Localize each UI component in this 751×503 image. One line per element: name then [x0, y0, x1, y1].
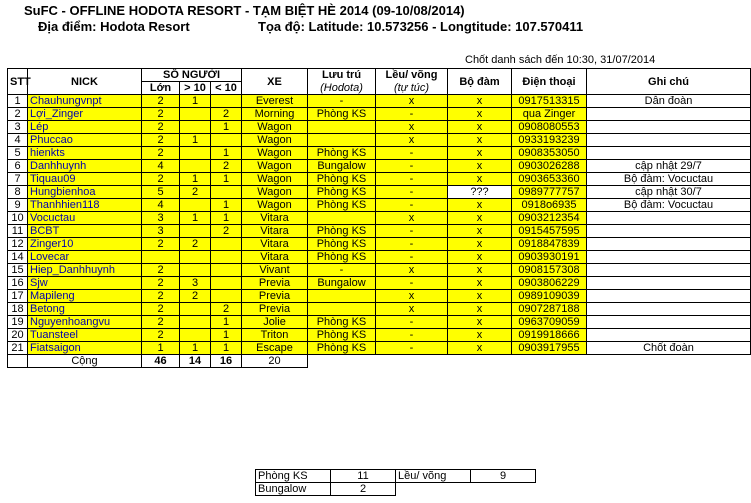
nick-cell: Betong — [28, 303, 142, 316]
stt-cell: 12 — [8, 238, 28, 251]
dien-thoai-cell: 0908080553 — [512, 121, 587, 134]
leu-vong-cell: - — [376, 225, 448, 238]
location-text: Địa điểm: Hodota Resort — [38, 19, 190, 34]
dien-thoai-cell: 0918o6935 — [512, 199, 587, 212]
gt10-cell — [180, 329, 211, 342]
table-row — [8, 199, 751, 212]
bo-dam-cell: x — [448, 316, 512, 329]
coordinates-text: Tọa độ: Latitude: 10.573256 - Longtitude: 107.570411 — [258, 19, 584, 34]
total-xe: 20 — [242, 355, 308, 368]
lon-cell: 2 — [142, 290, 180, 303]
ghi-chu-cell — [587, 277, 751, 290]
lt10-cell: 2 — [211, 225, 242, 238]
gt10-cell — [180, 251, 211, 264]
page-title: SuFC - OFFLINE HODOTA RESORT - TẠM BIỆT HÈ 2014 (09-10/08/2014) — [24, 3, 465, 18]
stt-cell: 16 — [8, 277, 28, 290]
bo-dam-cell: x — [448, 264, 512, 277]
table-row — [8, 342, 751, 355]
lon-cell: 2 — [142, 303, 180, 316]
table-row — [8, 95, 751, 108]
ghi-chu-cell — [587, 264, 751, 277]
lon-cell — [142, 251, 180, 264]
ghi-chu-cell — [587, 290, 751, 303]
gt10-cell: 2 — [180, 238, 211, 251]
xe-cell: Vivant — [242, 264, 308, 277]
gt10-cell — [180, 303, 211, 316]
bo-dam-cell: x — [448, 290, 512, 303]
ghi-chu-cell: Dẫn đoàn — [587, 95, 751, 108]
ghi-chu-cell — [587, 329, 751, 342]
xe-cell: Vitara — [242, 212, 308, 225]
nick-cell: Zinger10 — [28, 238, 142, 251]
nick-cell: Phuccao — [28, 134, 142, 147]
dien-thoai-cell: 0903806229 — [512, 277, 587, 290]
stt-cell: 10 — [8, 212, 28, 225]
leu-vong-cell: x — [376, 264, 448, 277]
gt10-cell: 3 — [180, 277, 211, 290]
xe-cell: Escape — [242, 342, 308, 355]
nick-cell: Sjw — [28, 277, 142, 290]
table-row — [8, 264, 751, 277]
lon-cell: 2 — [142, 264, 180, 277]
lon-cell: 2 — [142, 173, 180, 186]
ghi-chu-cell — [587, 108, 751, 121]
ghi-chu-cell — [587, 251, 751, 264]
leu-vong-cell: - — [376, 342, 448, 355]
nick-cell: hienkts — [28, 147, 142, 160]
leu-vong-cell: x — [376, 212, 448, 225]
gt10-cell — [180, 316, 211, 329]
xe-cell: Vitara — [242, 225, 308, 238]
luu-tru-cell: Phòng KS — [308, 108, 376, 121]
nick-cell: BCBT — [28, 225, 142, 238]
ghi-chu-cell: cập nhật 30/7 — [587, 186, 751, 199]
bo-dam-cell: x — [448, 173, 512, 186]
table-row — [8, 251, 751, 264]
gt10-cell — [180, 264, 211, 277]
lt10-cell — [211, 290, 242, 303]
leu-vong-cell: - — [376, 160, 448, 173]
lon-cell: 4 — [142, 160, 180, 173]
xe-cell: Triton — [242, 329, 308, 342]
stt-cell: 6 — [8, 160, 28, 173]
location-line — [38, 19, 584, 34]
xe-cell: Wagon — [242, 160, 308, 173]
ghi-chu-cell — [587, 225, 751, 238]
stt-cell: 4 — [8, 134, 28, 147]
ghi-chu-cell — [587, 316, 751, 329]
xe-cell: Wagon — [242, 121, 308, 134]
stt-cell: 21 — [8, 342, 28, 355]
stt-cell: 14 — [8, 251, 28, 264]
col-nick: NICK — [28, 69, 142, 95]
bo-dam-cell: x — [448, 108, 512, 121]
bo-dam-cell: x — [448, 251, 512, 264]
xe-cell: Morning — [242, 108, 308, 121]
table-row — [8, 290, 751, 303]
table-row — [8, 121, 751, 134]
stt-cell: 7 — [8, 173, 28, 186]
lon-cell: 2 — [142, 316, 180, 329]
lt10-cell — [211, 134, 242, 147]
summary-phong-ks-label: Phòng KS — [256, 470, 331, 483]
total-lon: 46 — [142, 355, 180, 368]
nick-cell: Fiatsaigon — [28, 342, 142, 355]
stt-cell: 18 — [8, 303, 28, 316]
stt-cell: 5 — [8, 147, 28, 160]
lt10-cell: 1 — [211, 199, 242, 212]
bo-dam-cell: ??? — [448, 186, 512, 199]
bo-dam-cell: x — [448, 212, 512, 225]
table-row — [8, 173, 751, 186]
lt10-cell: 2 — [211, 160, 242, 173]
total-label: Cộng — [28, 355, 142, 368]
leu-vong-cell: - — [376, 277, 448, 290]
dien-thoai-cell: 0903653360 — [512, 173, 587, 186]
nick-cell: Hiep_Danhhuynh — [28, 264, 142, 277]
leu-vong-cell: x — [376, 121, 448, 134]
lt10-cell: 2 — [211, 303, 242, 316]
luu-tru-cell: Phòng KS — [308, 342, 376, 355]
col-stt: STT — [8, 69, 28, 95]
lt10-cell — [211, 251, 242, 264]
leu-vong-cell: x — [376, 95, 448, 108]
table-row — [8, 108, 751, 121]
dien-thoai-cell: 0908353050 — [512, 147, 587, 160]
stt-cell: 8 — [8, 186, 28, 199]
nick-cell: Chauhungvnpt — [28, 95, 142, 108]
col-xe: XE — [242, 69, 308, 95]
lon-cell: 2 — [142, 95, 180, 108]
xe-cell: Wagon — [242, 173, 308, 186]
luu-tru-cell: Phòng KS — [308, 173, 376, 186]
dien-thoai-cell: 0917513315 — [512, 95, 587, 108]
ghi-chu-cell — [587, 303, 751, 316]
stt-cell: 11 — [8, 225, 28, 238]
luu-tru-cell: Phòng KS — [308, 186, 376, 199]
col-gt10: > 10 — [180, 82, 211, 95]
lon-cell: 2 — [142, 147, 180, 160]
ghi-chu-cell — [587, 212, 751, 225]
luu-tru-cell: - — [308, 95, 376, 108]
luu-tru-cell: Phòng KS — [308, 225, 376, 238]
nick-cell: Lovecar — [28, 251, 142, 264]
stt-cell: 20 — [8, 329, 28, 342]
table-row — [8, 160, 751, 173]
lt10-cell: 2 — [211, 108, 242, 121]
lt10-cell: 1 — [211, 212, 242, 225]
table-row — [8, 212, 751, 225]
lt10-cell — [211, 264, 242, 277]
luu-tru-cell: - — [308, 264, 376, 277]
lt10-cell: 1 — [211, 316, 242, 329]
xe-cell: Previa — [242, 277, 308, 290]
lt10-cell: 1 — [211, 329, 242, 342]
bo-dam-cell: x — [448, 277, 512, 290]
cutoff-note: Chốt danh sách đến 10:30, 31/07/2014 — [465, 54, 656, 66]
col-leu-vong-sub: (tự túc) — [376, 82, 448, 95]
lon-cell: 2 — [142, 277, 180, 290]
lon-cell: 5 — [142, 186, 180, 199]
luu-tru-cell: Phòng KS — [308, 238, 376, 251]
dien-thoai-cell: 0933193239 — [512, 134, 587, 147]
stt-cell: 2 — [8, 108, 28, 121]
col-ghi-chu: Ghi chú — [587, 69, 751, 95]
lt10-cell: 1 — [211, 147, 242, 160]
dien-thoai-cell: 0918847839 — [512, 238, 587, 251]
leu-vong-cell: - — [376, 108, 448, 121]
dien-thoai-cell: 0915457595 — [512, 225, 587, 238]
summary-phong-ks-value: 11 — [331, 470, 396, 483]
col-so-nguoi: SỐ NGƯỜI — [142, 69, 242, 82]
luu-tru-cell — [308, 290, 376, 303]
gt10-cell: 1 — [180, 134, 211, 147]
col-bo-dam: Bộ đàm — [448, 69, 512, 95]
bo-dam-cell: x — [448, 329, 512, 342]
col-luu-tru: Lưu trú — [308, 69, 376, 82]
bo-dam-cell: x — [448, 147, 512, 160]
table-row — [8, 186, 751, 199]
lt10-cell — [211, 238, 242, 251]
stt-cell: 3 — [8, 121, 28, 134]
luu-tru-cell: Phòng KS — [308, 329, 376, 342]
xe-cell: Wagon — [242, 134, 308, 147]
leu-vong-cell: - — [376, 238, 448, 251]
bo-dam-cell: x — [448, 95, 512, 108]
lt10-cell — [211, 277, 242, 290]
nick-cell: Hungbienhoa — [28, 186, 142, 199]
col-lt10: < 10 — [211, 82, 242, 95]
col-leu-vong: Lều/ võng — [376, 69, 448, 82]
summary-bungalow-value: 2 — [331, 483, 396, 496]
lon-cell: 1 — [142, 342, 180, 355]
nick-cell: Lép — [28, 121, 142, 134]
leu-vong-cell: - — [376, 147, 448, 160]
lon-cell: 3 — [142, 225, 180, 238]
dien-thoai-cell: 0919918666 — [512, 329, 587, 342]
stt-cell: 19 — [8, 316, 28, 329]
bo-dam-cell: x — [448, 160, 512, 173]
gt10-cell — [180, 160, 211, 173]
lon-cell: 3 — [142, 212, 180, 225]
stt-cell: 15 — [8, 264, 28, 277]
col-dien-thoai: Điện thoại — [512, 69, 587, 95]
xe-cell: Wagon — [242, 147, 308, 160]
luu-tru-cell — [308, 121, 376, 134]
lon-cell: 2 — [142, 134, 180, 147]
leu-vong-cell: x — [376, 290, 448, 303]
dien-thoai-cell: 0903026288 — [512, 160, 587, 173]
ghi-chu-cell: Bộ đàm: Vocuctau — [587, 173, 751, 186]
stt-cell: 1 — [8, 95, 28, 108]
total-lt10: 16 — [211, 355, 242, 368]
bo-dam-cell: x — [448, 303, 512, 316]
gt10-cell — [180, 199, 211, 212]
lt10-cell: 1 — [211, 342, 242, 355]
summary-leu-vong-label: Lều/ võng — [396, 470, 471, 483]
dien-thoai-cell: 0989777757 — [512, 186, 587, 199]
luu-tru-cell — [308, 212, 376, 225]
dien-thoai-cell: 0908157308 — [512, 264, 587, 277]
luu-tru-cell: Phòng KS — [308, 316, 376, 329]
table-row — [8, 277, 751, 290]
luu-tru-cell — [308, 303, 376, 316]
stt-cell: 17 — [8, 290, 28, 303]
ghi-chu-cell — [587, 147, 751, 160]
ghi-chu-cell — [587, 121, 751, 134]
bo-dam-cell: x — [448, 121, 512, 134]
table-row — [8, 238, 751, 251]
leu-vong-cell: - — [376, 186, 448, 199]
xe-cell: Jolie — [242, 316, 308, 329]
gt10-cell — [180, 108, 211, 121]
lon-cell: 2 — [142, 238, 180, 251]
bo-dam-cell: x — [448, 199, 512, 212]
gt10-cell: 2 — [180, 290, 211, 303]
table-row — [8, 147, 751, 160]
lon-cell: 2 — [142, 108, 180, 121]
gt10-cell: 1 — [180, 342, 211, 355]
lt10-cell: 1 — [211, 121, 242, 134]
dien-thoai-cell: 0903212354 — [512, 212, 587, 225]
lt10-cell — [211, 186, 242, 199]
table-row — [8, 316, 751, 329]
xe-cell: Previa — [242, 303, 308, 316]
nick-cell: Danhhuynh — [28, 160, 142, 173]
leu-vong-cell: - — [376, 329, 448, 342]
bo-dam-cell: x — [448, 238, 512, 251]
xe-cell: Wagon — [242, 186, 308, 199]
gt10-cell — [180, 225, 211, 238]
gt10-cell — [180, 147, 211, 160]
dien-thoai-cell: 0989109039 — [512, 290, 587, 303]
dien-thoai-cell: 0907287188 — [512, 303, 587, 316]
luu-tru-cell: Bungalow — [308, 277, 376, 290]
nick-cell: Vocuctau — [28, 212, 142, 225]
ghi-chu-cell: cập nhật 29/7 — [587, 160, 751, 173]
gt10-cell: 1 — [180, 95, 211, 108]
xe-cell: Vitara — [242, 238, 308, 251]
leu-vong-cell: - — [376, 316, 448, 329]
nick-cell: Mapileng — [28, 290, 142, 303]
stt-cell: 9 — [8, 199, 28, 212]
xe-cell: Everest — [242, 95, 308, 108]
table-row — [8, 134, 751, 147]
lt10-cell: 1 — [211, 173, 242, 186]
dien-thoai-cell: 0963709059 — [512, 316, 587, 329]
col-luu-tru-sub: (Hodota) — [308, 82, 376, 95]
nick-cell: Thanhhien118 — [28, 199, 142, 212]
luu-tru-cell: Phòng KS — [308, 147, 376, 160]
dien-thoai-cell: 0903930191 — [512, 251, 587, 264]
table-row — [8, 329, 751, 342]
nick-cell: Nguyenhoangvu — [28, 316, 142, 329]
leu-vong-cell: - — [376, 251, 448, 264]
ghi-chu-cell — [587, 238, 751, 251]
summary-bungalow-label: Bungalow — [256, 483, 331, 496]
bo-dam-cell: x — [448, 134, 512, 147]
nick-cell: Tuansteel — [28, 329, 142, 342]
leu-vong-cell: x — [376, 134, 448, 147]
ghi-chu-cell — [587, 134, 751, 147]
xe-cell: Wagon — [242, 199, 308, 212]
totals-row — [8, 355, 751, 368]
gt10-cell: 1 — [180, 212, 211, 225]
ghi-chu-cell: Chốt đoàn — [587, 342, 751, 355]
luu-tru-cell: Phòng KS — [308, 199, 376, 212]
dien-thoai-cell: 0903917955 — [512, 342, 587, 355]
summary-table — [255, 469, 536, 496]
luu-tru-cell: Bungalow — [308, 160, 376, 173]
nick-cell: Lợi_Zinger — [28, 108, 142, 121]
registration-table — [7, 68, 751, 368]
bo-dam-cell: x — [448, 342, 512, 355]
lon-cell: 2 — [142, 121, 180, 134]
table-row — [8, 225, 751, 238]
leu-vong-cell: - — [376, 173, 448, 186]
luu-tru-cell: Phòng KS — [308, 251, 376, 264]
gt10-cell — [180, 121, 211, 134]
lon-cell: 4 — [142, 199, 180, 212]
leu-vong-cell: - — [376, 199, 448, 212]
col-lon: Lớn — [142, 82, 180, 95]
ghi-chu-cell: Bộ đàm: Vocuctau — [587, 199, 751, 212]
gt10-cell: 2 — [180, 186, 211, 199]
gt10-cell: 1 — [180, 173, 211, 186]
total-blank — [8, 355, 28, 368]
nick-cell: Tiquau09 — [28, 173, 142, 186]
lt10-cell — [211, 95, 242, 108]
xe-cell: Vitara — [242, 251, 308, 264]
dien-thoai-cell: qua Zinger — [512, 108, 587, 121]
summary-leu-vong-value: 9 — [471, 470, 536, 483]
lon-cell: 2 — [142, 329, 180, 342]
total-gt10: 14 — [180, 355, 211, 368]
table-row — [8, 303, 751, 316]
leu-vong-cell: x — [376, 303, 448, 316]
xe-cell: Previa — [242, 290, 308, 303]
bo-dam-cell: x — [448, 225, 512, 238]
luu-tru-cell — [308, 134, 376, 147]
